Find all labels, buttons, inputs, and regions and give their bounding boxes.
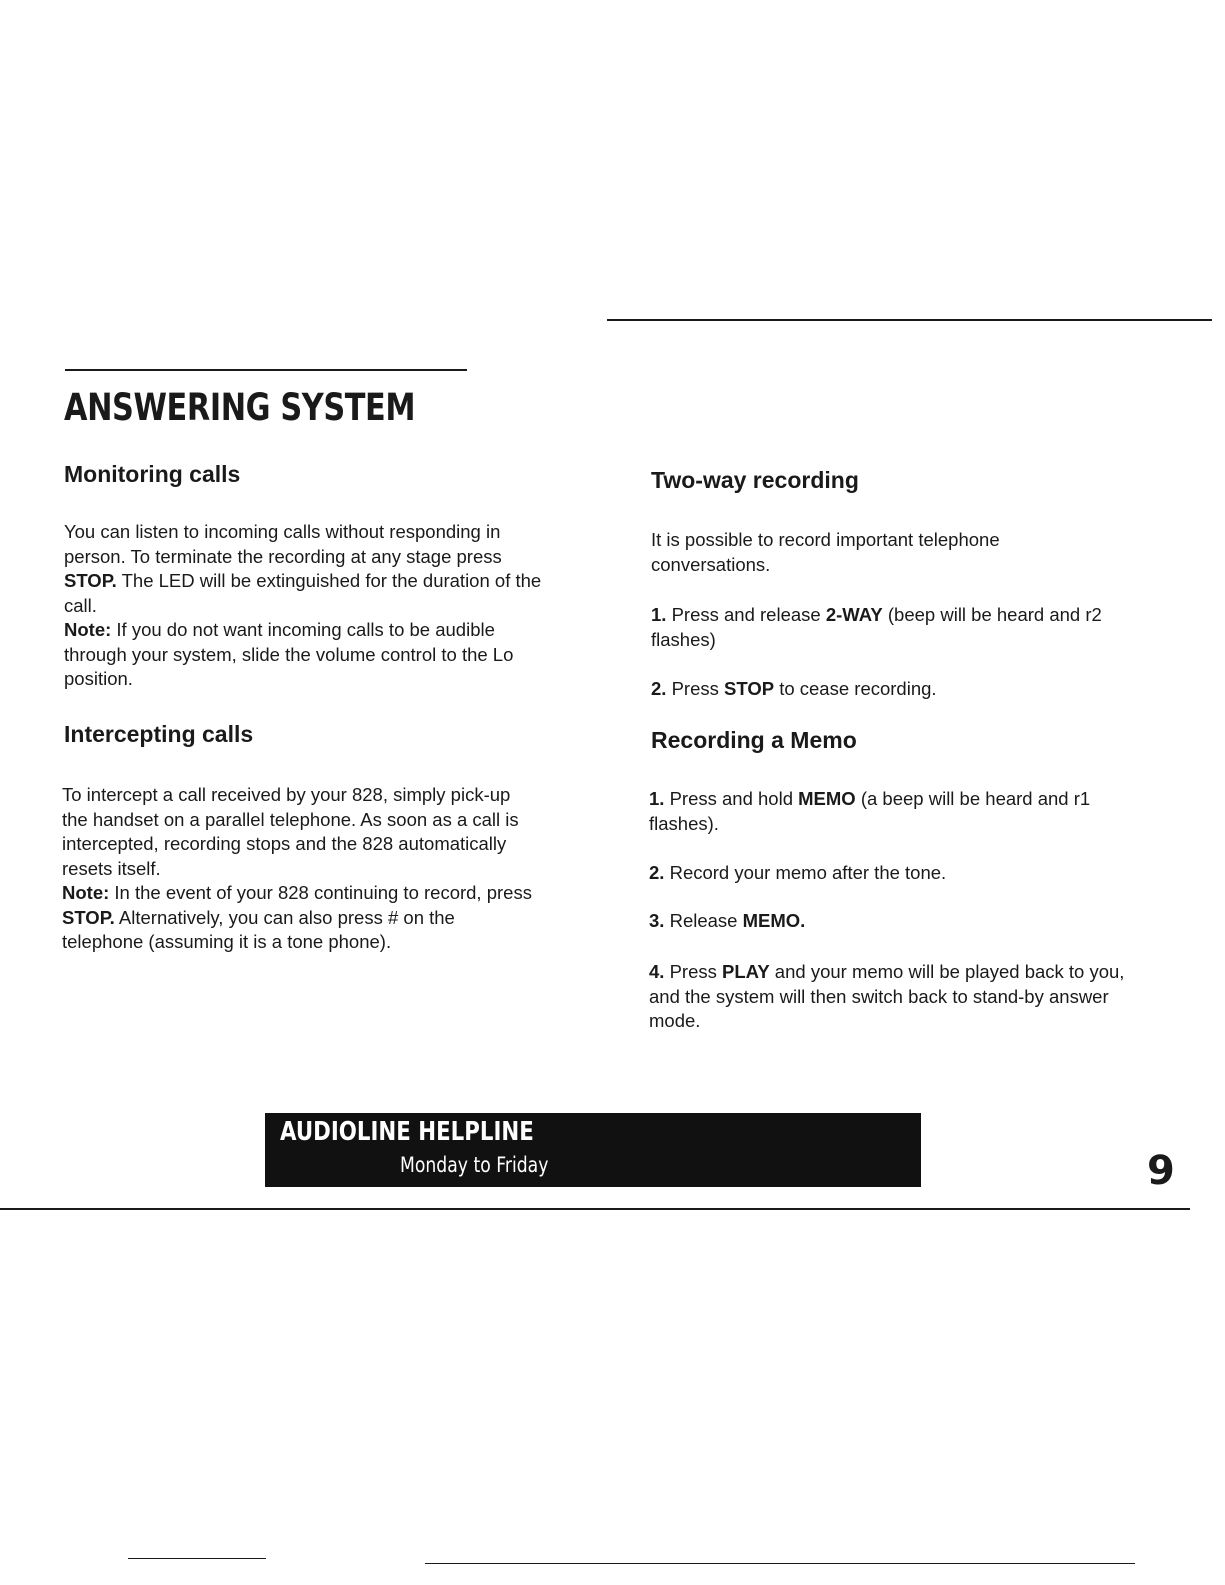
heading-two-way-recording: Two-way recording [651,467,859,493]
section-title: ANSWERING SYSTEM [64,386,416,429]
step-number: 2. [649,862,665,883]
play-key-label: PLAY [722,961,770,982]
heading-monitoring-calls: Monitoring calls [64,461,241,487]
two-way-intro: It is possible to record important telephone conversations. [651,529,1000,575]
step-text: (a beep will be heard and r1 flashes). [649,788,1091,834]
stop-key-label: STOP [724,678,775,699]
helpline-hours: Monday to Friday [400,1153,549,1177]
stop-key-label: STOP. [64,570,117,591]
monitoring-paragraph [64,520,544,692]
note-label: Note: [62,882,110,903]
step-number: 3. [649,910,665,931]
step-text: Press [664,961,723,982]
memo-key-label: MEMO [798,788,856,809]
step-number: 1. [651,604,667,625]
monitoring-text-a: You can listen to incoming calls without responding in person. To terminate the recording at any stage press [64,521,502,567]
two-way-key-label: 2-WAY [825,604,883,625]
heading-recording-a-memo: Recording a Memo [651,727,857,753]
footer-rule-right [425,1563,1135,1564]
step-number: 4. [649,961,665,982]
intercepting-note-c: Alternatively, you can also press # on the telephone (assuming it is a tone phone). [62,906,455,952]
memo-step-2 [649,861,1139,886]
memo-step-4 [649,960,1139,1034]
step-text: (beep will be heard and r2 flashes) [651,604,1102,650]
monitoring-note-text: If you do not want incoming calls to be audible through your system, slide the volume control to the Lo position. [64,619,514,689]
memo-key-label: MEMO. [742,910,806,931]
memo-step-3 [649,909,1139,934]
top-right-rule [607,319,1212,321]
step-number: 2. [651,678,667,699]
monitoring-text-c: The LED will be extinguished for the duration of the call. [64,570,542,616]
title-rule [65,369,467,371]
bottom-rule [0,1208,1190,1210]
footer-rule-left [128,1558,266,1559]
two-way-step-2 [651,677,1131,702]
note-label: Note: [64,619,112,640]
heading-intercepting-calls: Intercepting calls [64,721,254,747]
intercepting-paragraph [62,783,540,955]
helpline-title: AUDIOLINE HELPLINE [280,1117,534,1147]
two-way-step-1 [651,603,1131,652]
step-text: and your memo will be played back to you, and the system will then switch back to stand-by answer mode. [649,961,1125,1031]
step-text: Press [666,678,725,699]
step-text: Press and release [666,604,826,625]
intercepting-text: To intercept a call received by your 828, simply pick-up the handset on a parallel telephone. As soon as a call is intercepted, recording stops and the 828 automatically resets itself. [62,784,519,879]
helpline-banner [265,1113,921,1187]
intercepting-note-a: In the event of your 828 continuing to record, press [109,882,532,903]
step-text: Release [664,910,743,931]
step-text: Record your memo after the tone. [664,862,947,883]
memo-step-1 [649,787,1139,836]
step-number: 1. [649,788,665,809]
page-number: 9 [1147,1148,1175,1194]
step-text: Press and hold [664,788,799,809]
stop-key-label: STOP. [62,906,115,928]
step-text: to cease recording. [774,678,937,699]
